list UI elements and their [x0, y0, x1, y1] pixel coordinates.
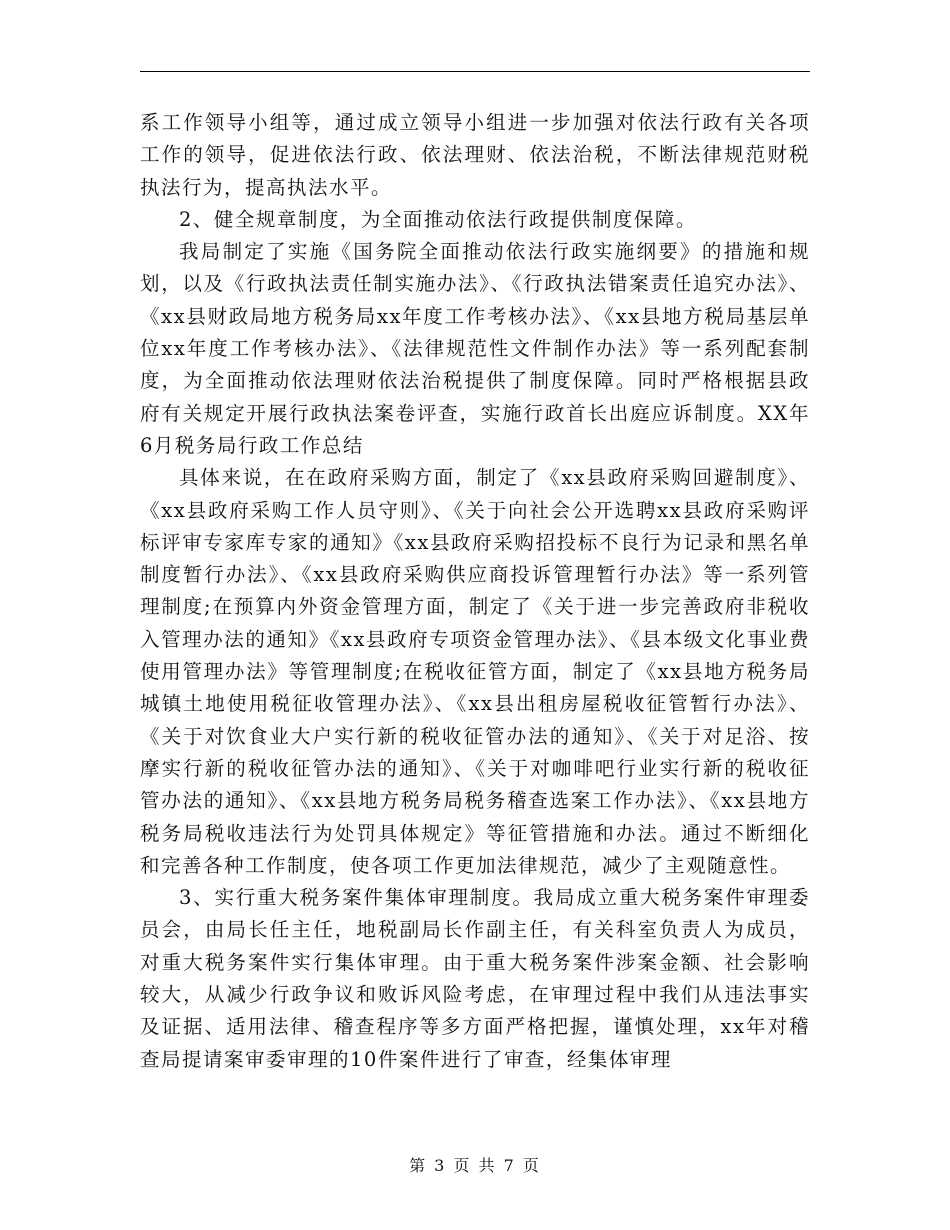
page-number-footer: 第 3 页 共 7 页	[409, 1156, 541, 1175]
paragraph-4: 具体来说，在在政府采购方面，制定了《xx县政府采购回避制度》、《xx县政府采购工作人员守则》、《关于向社会公开选聘xx县政府采购评标评审专家库专家的通知》《xx县政府采购招投标不良行为记录和黑名单制度暂行办法》、《xx县政府采购供应商投诉管理暂行办法》等一系列管理制度;在预算内外资金管理方面，制定了《关于进一步完善政府非税收入管理办法的通知》《xx县政府专项资金管理办法》、《县本级文化事业费使用管理办法》等管理制度;在税收征管方面，制定了《xx县地方税务局城镇土地使用税征收管理办法》、《xx县出租房屋税收征管暂行办法》、《关于对饮食业大户实行新的税收征管办法的通知》、《关于对足浴、按摩实行新的税收征管办法的通知》、《关于对咖啡吧行业实行新的税收征管办法的通知》、《xx县地方税务局税务稽查选案工作办法》、《xx县地方税务局税收违法行为处罚具体规定》等征管措施和办法。通过不断细化和完善各种工作制度，使各项工作更加法律规范，减少了主观随意性。	[140, 466, 810, 877]
paragraph-2-heading: 2、健全规章制度，为全面推动依法行政提供制度保障。	[179, 207, 697, 231]
header-rule	[140, 71, 810, 72]
paragraph-5: 3、实行重大税务案件集体审理制度。我局成立重大税务案件审理委员会，由局长任主任，地税副局长作副主任，有关科室负责人为成员，对重大税务案件实行集体审理。由于重大税务案件涉案金额、社会影响较大，从减少行政争议和败诉风险考虑，在审理过程中我们从违法事实及证据、适用法律、稽查程序等多方面严格把握，谨慎处理，xx年对稽查局提请案审委审理的10件案件进行了审查，经集体审理	[140, 886, 810, 1071]
paragraph-1: 系工作领导小组等，通过成立领导小组进一步加强对依法行政有关各项工作的领导，促进依法行政、依法理财、依法治税，不断法律规范财税执法行为，提高执法水平。	[140, 111, 810, 199]
document-body	[140, 107, 810, 1076]
paragraph-3: 我局制定了实施《国务院全面推动依法行政实施纲要》的措施和规划，以及《行政执法责任制实施办法》、《行政执法错案责任追究办法》、《xx县财政局地方税务局xx年度工作考核办法》、《xx县地方税局基层单位xx年度工作考核办法》、《法律规范性文件制作办法》等一系列配套制度，为全面推动依法理财依法治税提供了制度保障。同时严格根据县政府有关规定开展行政执法案卷评查，实施行政首长出庭应诉制度。XX年6月税务局行政工作总结	[140, 240, 810, 457]
